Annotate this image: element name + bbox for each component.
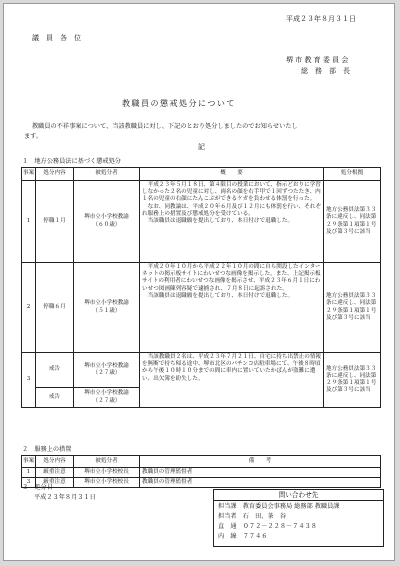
- person-cell: 堺市立小学校校長: [74, 478, 140, 488]
- table-row: [22, 181, 381, 263]
- document-page: [3, 3, 395, 561]
- person-line: 堺市立小学校教諭: [84, 390, 129, 397]
- header-note: 備 考: [140, 456, 381, 468]
- contact-box: [213, 489, 384, 547]
- sender-title: 総 務 部 長: [301, 67, 350, 75]
- header-person: 被処分者: [74, 168, 140, 181]
- person-cell: [74, 263, 140, 353]
- section3-heading: ３ 処分日: [22, 484, 53, 491]
- note-cell: 教職員の管理監督者: [140, 468, 381, 478]
- document-title: 教職員の懲戒処分について: [122, 99, 236, 108]
- action-cell: 厳重注意: [36, 478, 74, 488]
- summary-cell: 平成２３年５月１８日、第４限目の授業において、指示どおりに学習しなかった２名の児童に対し、両名の顔を右手甲で１回ずつたたき、内１名の児童の右顔にたんこぶができるケガを負わせる体罰を行った。 なお、同教論は、平成２０年６月及び１２月にも体罰を行い、それぞれ服務上の措置及び懲戒処分を受けている。 当該職員は退職願を提出しており、本日付けで退職した。: [140, 181, 324, 263]
- action-cell: 戒告: [36, 388, 74, 408]
- disposition-date: 平成２３年８月３１日: [34, 494, 96, 501]
- section1-heading: １ 地方公務員法に基づく懲戒処分: [22, 158, 121, 165]
- header-action: 処分内容: [36, 456, 74, 468]
- action-cell: 戒告: [36, 353, 74, 388]
- person-age: （２７歳）: [92, 397, 121, 404]
- person-age: （５１歳）: [92, 307, 121, 314]
- person-cell: [74, 388, 140, 408]
- table-row: [22, 478, 381, 488]
- contact-department: 担当課 教育委員会事務局 総務部 教職員課: [218, 503, 340, 510]
- header-action: 処分内容: [36, 168, 74, 181]
- summary-cell: 当該教職員２名は、平成２３年７月２１日、自宅に持ち出禁止の情報を無断で持ち帰る途中、堺市北区のパチンコ店駐車場にて、午後８時頃から午後１０時１０分までの間に車内に置いていたかばんが盗難に遭い、出欠簿を紛失した。: [140, 353, 324, 408]
- contact-title: 問い合わせ先: [214, 490, 383, 501]
- person-line: 堺市立小学校教諭: [84, 362, 129, 369]
- case-number: 1: [22, 468, 36, 478]
- header-summary: 概 要: [140, 168, 324, 181]
- case-number: 3: [22, 478, 36, 488]
- law-cell: 地方公務員法第３３条に違反し、同法第２９条第１項第１号及び第３号に該当: [324, 263, 381, 353]
- addressee: 議 員 各 位: [32, 34, 81, 42]
- disciplinary-table: [21, 167, 381, 408]
- person-line: 堺市立小学校教諭: [84, 300, 129, 307]
- contact-person: 担当者 石 田、茶 谷: [218, 513, 287, 520]
- person-age: （２７歳）: [92, 370, 121, 376]
- header-case: 事案: [22, 456, 36, 468]
- service-table-header: [22, 456, 381, 468]
- action-cell: 停職１月: [36, 181, 74, 263]
- sender-organization: 堺 市 教 育 委 員 会: [286, 56, 349, 64]
- person-cell: 堺市立小学校校長: [74, 468, 140, 478]
- header-law: 処分根拠: [324, 168, 381, 181]
- person-age: （６０歳）: [92, 221, 121, 228]
- case-number: 3: [22, 353, 36, 408]
- person-cell: [74, 353, 140, 388]
- law-cell: 地方公務員法第３３条に違反し、同法第２９条第１項第１号及び第３号に該当: [324, 353, 381, 408]
- header-case: 事案: [22, 168, 36, 181]
- header-person: 被処分者: [74, 456, 140, 468]
- section2-heading: ２ 服務上の措置: [22, 446, 72, 453]
- person-line: 堺市立小学校教諭: [84, 214, 129, 221]
- note-cell: 教職員の管理監督者: [140, 478, 381, 488]
- summary-cell: 平成２０年１０月から平成２２年１０月の間に自ら開設したインターネットの掲示板サイトにわいせつな画像を掲示した。また、上記掲示板サイトの利用者にわいせつな画像を掲示させ、平成２３年６月１日にわいせつ図画陳列容疑で逮捕され、７月８日に起訴された。 当該職員は退職願を提出しており、本日付けで退職した。: [140, 263, 324, 353]
- table-row: [22, 468, 381, 478]
- case-number: 2: [22, 263, 36, 353]
- table-row: [22, 263, 381, 353]
- table-row: [22, 353, 381, 388]
- disciplinary-table-header: [22, 168, 381, 181]
- law-cell: 地方公務員法第３３条に違反し、同法第２９条第１項第１号及び第３号に該当: [324, 181, 381, 263]
- ki-marker: 記: [198, 143, 205, 151]
- service-measure-table: [21, 455, 381, 488]
- intro-line-1: 教職員の不祥事案について、当該教職員に対し、下記のとおり処分しましたのでお知らせいたし: [32, 123, 298, 130]
- action-cell: 厳重注意: [36, 468, 74, 478]
- intro-line-2: ます。: [24, 133, 43, 140]
- action-cell: 停職６月: [36, 263, 74, 353]
- person-cell: [74, 181, 140, 263]
- contact-phone: 直 通 ０７２－２２８－７４３８: [218, 523, 317, 530]
- document-date: 平成２３年８月３１日: [286, 15, 356, 23]
- contact-extension: 内 線 ７７４６: [218, 533, 268, 540]
- case-number: 1: [22, 181, 36, 263]
